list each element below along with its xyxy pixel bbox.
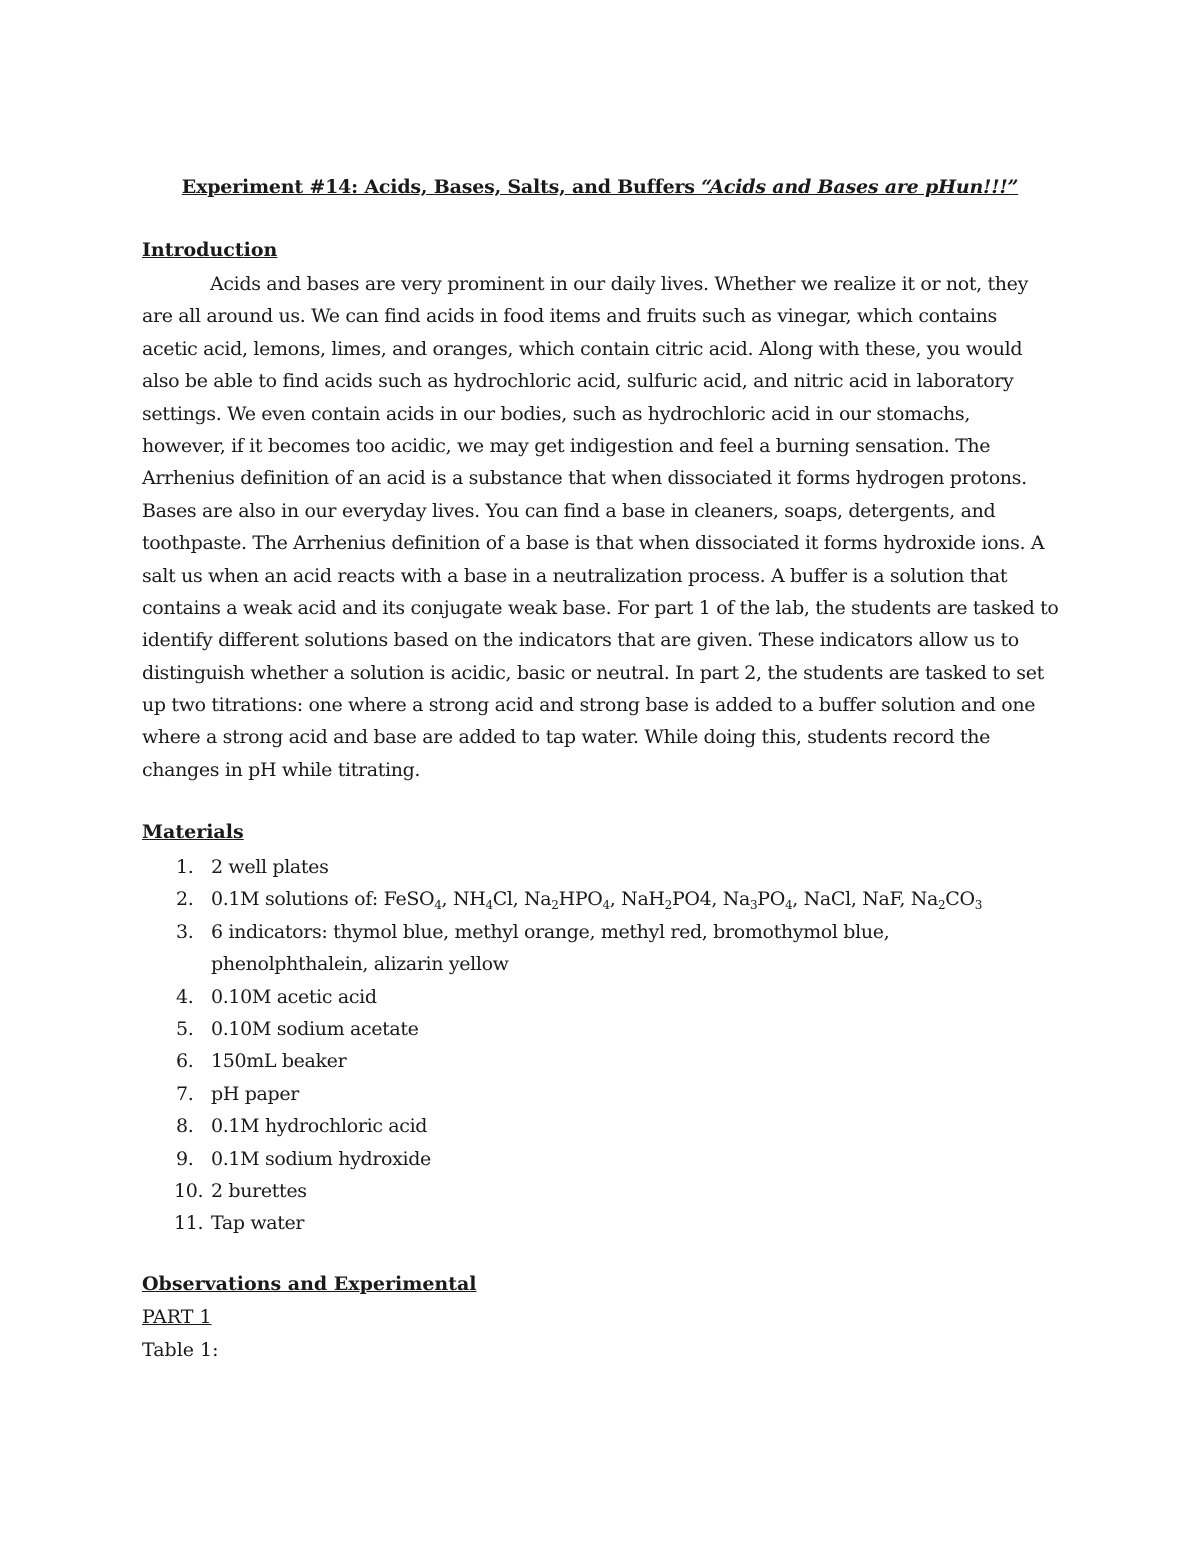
list-item: [142, 1078, 1072, 1110]
title-main: Experiment #14: Acids, Bases, Salts, and Buffers: [181, 176, 702, 198]
formula-subscript: 4: [602, 898, 610, 913]
paragraph-line: salt us when an acid reacts with a base in a neutralization process. A buffer is a solution that: [142, 564, 1008, 587]
list-item: [142, 883, 1072, 915]
formula-subscript: 2: [937, 898, 946, 913]
title-subtitle: “Acids and Bases are pHun!!!”: [701, 176, 1019, 198]
list-item-text: 6 indicators: thymol blue, methyl orange, methyl red, bromothymol blue,: [211, 920, 890, 943]
paragraph-line: however, if it becomes too acidic, we may get indigestion and feel a burning sensation. The: [142, 434, 991, 457]
chemical-formula: $Na_2CO_3$: [910, 888, 982, 913]
paragraph-line: contains a weak acid and its conjugate weak base. For part 1 of the lab, the students are tasked to: [142, 596, 1059, 619]
paragraph-line: are all around us. We can find acids in food items and fruits such as vinegar, which contains: [142, 305, 997, 328]
list-item-text: 150mL beaker: [211, 1050, 347, 1073]
paragraph-line: up two titrations: one where a strong acid and strong base is added to a buffer solution and one: [142, 694, 1036, 717]
list-item-text: 0.1M solutions of:: [211, 888, 384, 911]
chemical-formula: NaF,: [862, 888, 911, 911]
chemical-formula: $NH_4Cl$,: [452, 888, 525, 913]
list-number: 10.: [174, 1180, 204, 1203]
part-label: PART 1: [142, 1306, 212, 1328]
introduction-paragraph: [142, 268, 1072, 786]
materials-heading: Materials: [142, 821, 244, 843]
list-item-text: 2 burettes: [211, 1180, 307, 1203]
paragraph-line: identify different solutions based on the indicators that are given. These indicators allow us to: [142, 629, 1019, 652]
list-item: [142, 981, 1072, 1013]
list-item-text: pH paper: [211, 1082, 299, 1105]
list-item-text: 0.1M sodium hydroxide: [211, 1147, 431, 1170]
list-number: 6.: [176, 1050, 194, 1073]
list-number: 3.: [176, 920, 194, 943]
list-item-continuation: phenolphthalein, alizarin yellow: [211, 953, 509, 976]
paragraph-line: Bases are also in our everyday lives. You can find a base in cleaners, soaps, detergents, and: [142, 499, 996, 522]
formula-subscript: 2: [664, 898, 672, 913]
table-label: Table 1:: [142, 1339, 219, 1361]
paragraph-line: Arrhenius definition of an acid is a substance that when dissociated it forms hydrogen protons.: [142, 467, 1027, 490]
list-number: 8.: [176, 1115, 194, 1138]
formula-subscript: 4: [485, 898, 493, 913]
list-item: [142, 1045, 1072, 1077]
paragraph-line: changes in pH while titrating.: [142, 758, 421, 781]
list-item: [142, 1207, 1072, 1239]
observations-heading: Observations and Experimental: [142, 1273, 477, 1295]
formula-subscript: 2: [551, 898, 559, 913]
list-item-text: Tap water: [211, 1212, 305, 1235]
paragraph-line: distinguish whether a solution is acidic, basic or neutral. In part 2, the students are tasked to set: [142, 661, 1044, 684]
paragraph-line: also be able to find acids such as hydrochloric acid, sulfuric acid, and nitric acid in laboratory: [142, 370, 1014, 393]
list-item: [142, 1110, 1072, 1142]
list-number: 11.: [174, 1212, 204, 1235]
chemical-formulas: [383, 888, 982, 913]
list-item: [142, 1143, 1072, 1175]
list-item: [142, 1013, 1072, 1045]
list-number: 1.: [176, 856, 194, 878]
chemical-formula: NaCl,: [803, 888, 863, 911]
chemical-formula: $Na_3PO_4$,: [722, 888, 804, 913]
formula-subscript: 4: [784, 898, 793, 913]
list-item: [142, 851, 1072, 883]
formula-subscript: 3: [750, 898, 758, 913]
paragraph-line: where a strong acid and base are added to tap water. While doing this, students record the: [142, 726, 991, 749]
list-item-text: 2 well plates: [211, 856, 329, 878]
list-number: 7.: [176, 1082, 194, 1105]
chemical-formula: NaH$_2$PO4,: [621, 888, 723, 913]
formula-subscript: 4: [434, 898, 442, 913]
paragraph-line: toothpaste. The Arrhenius definition of a base is that when dissociated it forms hydroxide ions. A: [142, 532, 1045, 555]
introduction-heading: Introduction: [142, 239, 278, 261]
list-item: [142, 916, 1072, 981]
paragraph-line: acetic acid, lemons, limes, and oranges, which contain citric acid. Along with these, you would: [142, 337, 1023, 360]
list-number: 4.: [176, 985, 194, 1008]
chemical-formula: FeSO$_4$,: [383, 888, 453, 913]
paragraph-line: settings. We even contain acids in our bodies, such as hydrochloric acid in our stomachs,: [142, 402, 971, 425]
list-number: 9.: [176, 1147, 194, 1170]
formula-subscript: 3: [974, 898, 982, 913]
list-number: 5.: [176, 1018, 194, 1041]
chemical-formula: $Na_2HPO_4$,: [524, 888, 622, 913]
page-title: [0, 176, 1200, 198]
list-item: [142, 1175, 1072, 1207]
list-item-text: 0.10M sodium acetate: [211, 1018, 419, 1041]
list-number: 2.: [176, 888, 194, 911]
paragraph-line: Acids and bases are very prominent in our daily lives. Whether we realize it or not, they: [210, 273, 1028, 295]
list-item-text: 0.1M hydrochloric acid: [211, 1115, 428, 1138]
materials-list: [142, 851, 1072, 1240]
list-item-text: 0.10M acetic acid: [211, 985, 377, 1008]
